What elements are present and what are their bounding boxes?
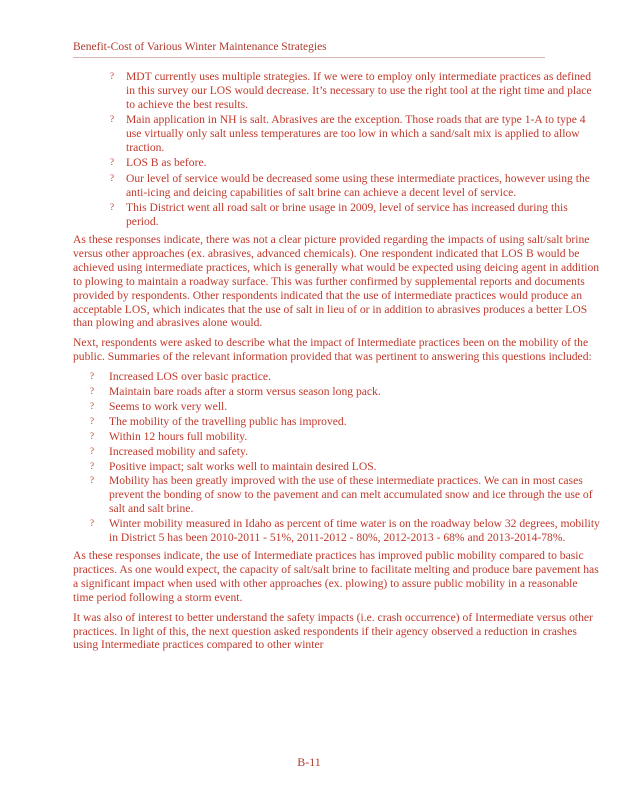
list-item [73, 385, 600, 399]
paragraph-los-summary: As these responses indicate, there was not a clear picture provided regarding the impacts of using salt/salt brine versus other approaches (ex. abrasives, advanced chemicals). One respondent indicated that LOS B would be achieved using intermediate practices, which is generally what would be expected using deicing agent in addition to plowing to maintain a roadway surface. This was further confirmed by supplemental reports and documents provided by respondents. Other respondents indicated that the use of intermediate practices would produce an acceptable LOS, which indicates that the use of salt in lieu of or in addition to abrasives produces a better LOS than plowing and abrasives alone would. [73, 232, 600, 330]
list-item [73, 460, 600, 474]
paragraph-mobility-question: Next, respondents were asked to describe what the impact of Intermediate practices been on the mobility of the public. Summaries of the relevant information provided that was pertinent to answering this questions included: [73, 336, 592, 364]
response-list-mobility [73, 370, 600, 545]
list-item [73, 400, 600, 414]
list-item-text: Within 12 hours full mobility. [109, 429, 248, 443]
list-item-text: Positive impact; salt works well to maintain desired LOS. [109, 459, 377, 473]
list-item [73, 113, 600, 155]
body-content [73, 70, 600, 658]
list-item [73, 201, 600, 229]
list-item-text: Seems to work very well. [109, 399, 228, 413]
bullet-marker: ? [90, 475, 94, 486]
paragraph-mobility-summary: As these responses indicate, the use of Intermediate practices has improved public mobility compared to basic practices. As one would expect, the capacity of salt/salt brine to facilitate melting and produce bare pavement has a significant impact when used with other approaches (ex. plowing) to assure public mobility in a reasonable time period following a storm event. [73, 549, 599, 604]
paragraph-safety-question: It was also of interest to better understand the safety impacts (i.e. crash occurrence) of Intermediate versus other practices. In light of this, the next question asked respondents if their agency observed a reduction in crashes using Intermediate practices compared to other winter [73, 610, 593, 652]
bullet-marker: ? [110, 202, 114, 213]
bullet-marker: ? [90, 518, 94, 529]
bullet-marker: ? [90, 386, 94, 397]
bullet-marker: ? [90, 445, 94, 456]
list-item [73, 70, 600, 112]
list-item [73, 517, 600, 545]
bullet-marker: ? [110, 157, 114, 168]
list-item-text: The mobility of the travelling public has improved. [109, 414, 347, 428]
list-item-text: Main application in NH is salt. Abrasives are the exception. Those roads that are type 1-A to type 4 use virtually only salt unless temperatures are too low in which a sand/salt mix is applied to allow traction. [126, 113, 586, 155]
response-list-los [73, 70, 600, 229]
bullet-marker: ? [110, 71, 114, 81]
list-item-text: This District went all road salt or brine usage in 2009, level of service has increased during this period. [126, 201, 568, 229]
list-item [73, 156, 600, 170]
list-item [73, 445, 600, 459]
bullet-marker: ? [110, 172, 114, 183]
list-item-text: Maintain bare roads after a storm versus season long pack. [109, 385, 381, 399]
list-item-text: Increased mobility and safety. [109, 444, 248, 458]
list-item-text: MDT currently uses multiple strategies. If we were to employ only intermediate practices as defined in this survey our LOS would decrease. It’s necessary to use the right tool at the right time and place to achieve the best results. [126, 70, 592, 111]
bullet-marker: ? [90, 371, 94, 382]
bullet-marker: ? [110, 114, 114, 125]
list-item-text: Increased LOS over basic practice. [109, 370, 271, 384]
bullet-marker: ? [90, 400, 94, 411]
list-item-text: LOS B as before. [126, 156, 207, 170]
list-item-text: Our level of service would be decreased some using these intermediate practices, however using the anti-icing and deicing capabilities of salt brine can achieve a decent level of service. [126, 171, 590, 199]
list-item-text: Winter mobility measured in Idaho as percent of time water is on the roadway below 32 degrees, mobility in District 5 has been 2010-2011 - 51%, 2011-2012 - 80%, 2012-2013 - 68% and 2013-2014-78%. [109, 517, 600, 545]
list-item [73, 172, 600, 200]
list-item [73, 474, 600, 516]
bullet-marker: ? [90, 415, 94, 426]
bullet-marker: ? [90, 460, 94, 471]
bullet-marker: ? [90, 430, 94, 441]
running-header: Benefit-Cost of Various Winter Maintenance Strategies [73, 41, 545, 58]
list-item [73, 415, 600, 429]
list-item-text: Mobility has been greatly improved with the use of these intermediate practices. We can in most cases prevent the bonding of snow to the pavement and can melt accumulated snow and ice through the use of salt and salt brine. [109, 474, 593, 516]
page-number: B-11 [297, 755, 321, 769]
list-item [73, 370, 600, 384]
list-item [73, 430, 600, 444]
